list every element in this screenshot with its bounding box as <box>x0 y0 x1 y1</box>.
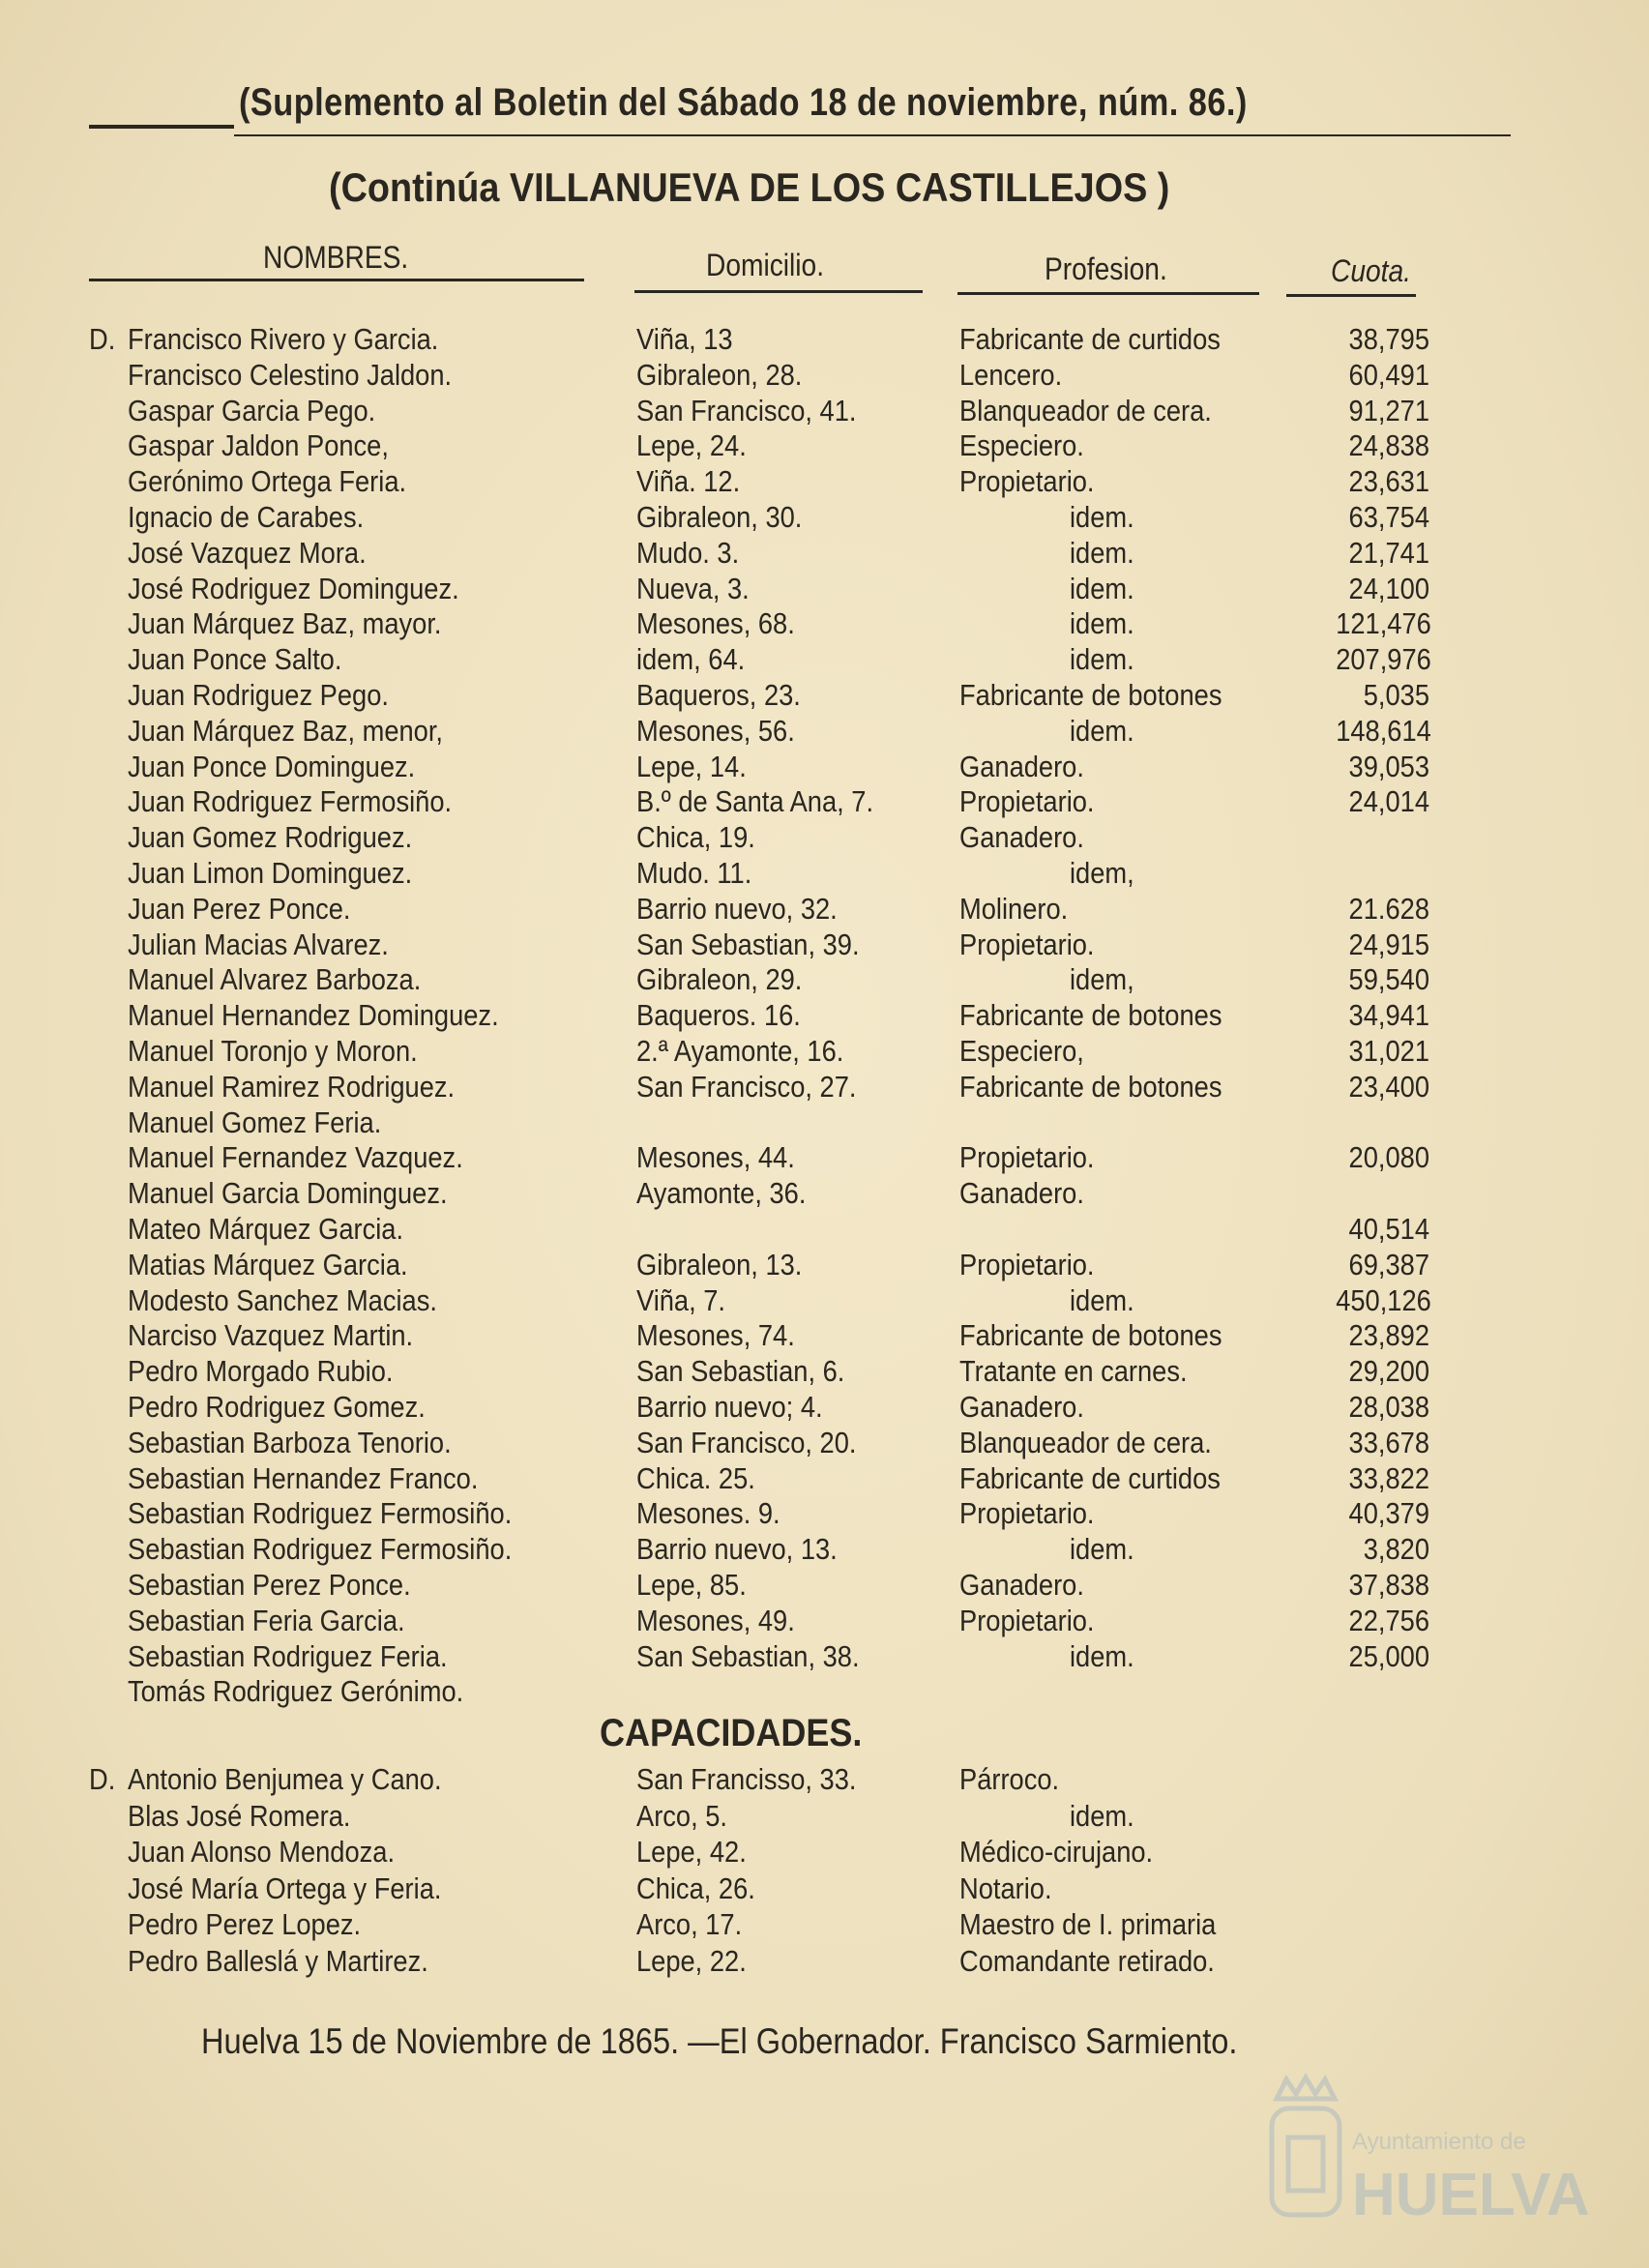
row-name: Manuel Ramirez Rodriguez. <box>128 1069 456 1104</box>
row-name: Juan Perez Ponce. <box>128 891 351 926</box>
row-name: Manuel Alvarez Barboza. <box>128 962 422 997</box>
table-row <box>0 856 1649 892</box>
header-rule-names <box>89 279 584 281</box>
row-profession: Blanqueador de cera. <box>959 1425 1212 1459</box>
row-domicile: San Francisco, 20. <box>636 1425 857 1459</box>
row-name: Gaspar Jaldon Ponce, <box>128 428 389 463</box>
row-name: Juan Alonso Mendoza. <box>128 1835 396 1870</box>
row-fee: 91,271 <box>1348 393 1429 427</box>
row-domicile: Nueva, 3. <box>636 571 750 605</box>
row-fee: 28,038 <box>1348 1390 1429 1424</box>
table-row <box>0 606 1649 642</box>
row-domicile: Baqueros, 23. <box>636 678 801 712</box>
row-name: Sebastian Rodriguez Feria. <box>128 1638 448 1673</box>
row-name: Juan Limon Dominguez. <box>128 856 413 890</box>
row-domicile: Viña, 7. <box>636 1282 726 1317</box>
row-domicile: Mesones, 56. <box>636 713 795 748</box>
row-domicile: Mesones, 49. <box>636 1603 795 1637</box>
table-row <box>0 394 1649 429</box>
row-profession: Propietario. <box>959 464 1095 499</box>
row-name: Juan Márquez Baz, mayor. <box>128 606 442 641</box>
row-profession: Fabricante de botones <box>959 998 1222 1033</box>
row-name: Juan Ponce Dominguez. <box>128 749 416 783</box>
capacities-title: CAPACIDADES. <box>600 1712 863 1755</box>
row-name: Antonio Benjumea y Cano. <box>128 1762 442 1797</box>
table-row <box>0 928 1649 963</box>
row-domicile: San Francisso, 33. <box>636 1762 857 1797</box>
row-profession: Ganadero. <box>959 1176 1084 1211</box>
table-row <box>0 1283 1649 1319</box>
row-profession: Propietario. <box>959 1140 1095 1175</box>
row-domicile: Lepe, 42. <box>636 1835 747 1870</box>
row-name: Sebastian Hernandez Franco. <box>128 1460 479 1495</box>
row-name: Juan Gomez Rodriguez. <box>128 820 413 855</box>
row-name: Pedro Perez Lopez. <box>128 1907 362 1942</box>
row-name: Matias Márquez Garcia. <box>128 1247 408 1281</box>
row-fee: 23,892 <box>1348 1318 1429 1353</box>
row-fee: 33,822 <box>1348 1460 1429 1495</box>
table-row <box>0 714 1649 750</box>
row-domicile: Chica. 25. <box>636 1460 755 1495</box>
watermark-line1: Ayuntamiento de <box>1352 2129 1526 2155</box>
table-row <box>0 1070 1649 1105</box>
row-fee: 5,035 <box>1363 678 1429 712</box>
row-fee: 450,126 <box>1336 1282 1431 1317</box>
table-row <box>0 464 1649 500</box>
row-domicile: Chica, 26. <box>636 1870 755 1905</box>
row-name: Tomás Rodriguez Gerónimo. <box>128 1674 464 1709</box>
row-domicile: Barrio nuevo, 13. <box>636 1532 838 1567</box>
row-profession: Notario. <box>959 1870 1052 1905</box>
row-profession: Maestro de I. primaria <box>959 1907 1217 1942</box>
row-profession: Fabricante de botones <box>959 678 1222 712</box>
row-profession: Tratante en carnes. <box>959 1354 1188 1389</box>
row-name: Gerónimo Ortega Feria. <box>128 464 407 499</box>
row-profession: idem. <box>1070 535 1134 570</box>
row-profession: idem. <box>1070 606 1134 641</box>
row-domicile: Gibraleon, 13. <box>636 1247 803 1281</box>
table-row <box>0 1140 1649 1176</box>
row-name: Sebastian Rodriguez Fermosiño. <box>128 1496 513 1531</box>
header-rule-fee <box>1286 294 1416 297</box>
row-profession: idem. <box>1070 713 1134 748</box>
row-fee: 25,000 <box>1348 1638 1429 1673</box>
table-row <box>0 1176 1649 1212</box>
row-domicile: Mesones, 68. <box>636 606 795 641</box>
row-fee: 22,756 <box>1348 1603 1429 1637</box>
table-row <box>0 1799 1649 1835</box>
table-row <box>0 1034 1649 1070</box>
row-fee: 40,379 <box>1348 1496 1429 1531</box>
row-fee: 60,491 <box>1348 357 1429 392</box>
row-fee: 63,754 <box>1348 500 1429 534</box>
row-domicile: Mesones, 74. <box>636 1318 795 1353</box>
row-domicile: Ayamonte, 36. <box>636 1176 807 1211</box>
row-domicile: Arco, 5. <box>636 1798 728 1833</box>
footer-signature: Huelva 15 de Noviembre de 1865. —El Gobernador. Francisco Sarmiento. <box>201 2021 1238 2061</box>
row-domicile: Viña, 13 <box>636 322 733 356</box>
row-profession: Comandante retirado. <box>959 1943 1215 1978</box>
row-fee: 21,741 <box>1348 535 1429 570</box>
row-name: Mateo Márquez Garcia. <box>128 1212 404 1246</box>
row-fee: 31,021 <box>1348 1034 1429 1068</box>
table-row <box>0 1426 1649 1461</box>
row-profession: Fabricante de curtidos <box>959 1460 1221 1495</box>
row-name: Francisco Rivero y Garcia. <box>128 322 439 356</box>
row-profession: Lencero. <box>959 357 1063 392</box>
row-prefix: D. <box>89 1762 116 1797</box>
row-name: Julian Macias Alvarez. <box>128 927 389 961</box>
supplement-header <box>89 81 1424 149</box>
row-fee: 39,053 <box>1348 749 1429 783</box>
row-profession: idem. <box>1070 571 1134 605</box>
row-profession: Fabricante de botones <box>959 1318 1222 1353</box>
row-name: Juan Rodriguez Fermosiño. <box>128 784 453 819</box>
row-domicile: Mesones. 9. <box>636 1496 780 1531</box>
row-domicile: Lepe, 14. <box>636 749 747 783</box>
table-row <box>0 322 1649 358</box>
row-profession: Propietario. <box>959 1247 1095 1281</box>
row-domicile: Lepe, 85. <box>636 1568 747 1602</box>
row-profession: Especiero. <box>959 428 1084 463</box>
row-domicile: Barrio nuevo, 32. <box>636 891 838 926</box>
row-domicile: Lepe, 22. <box>636 1943 747 1978</box>
row-domicile: Viña. 12. <box>636 464 741 499</box>
row-domicile: Barrio nuevo; 4. <box>636 1390 823 1424</box>
table-row <box>0 1248 1649 1283</box>
row-fee: 20,080 <box>1348 1140 1429 1175</box>
table-row <box>0 784 1649 820</box>
row-name: Manuel Toronjo y Moron. <box>128 1034 418 1068</box>
row-fee: 34,941 <box>1348 998 1429 1033</box>
table-row <box>0 1762 1649 1798</box>
row-fee: 24,838 <box>1348 428 1429 463</box>
row-fee: 33,678 <box>1348 1425 1429 1459</box>
row-domicile: 2.ª Ayamonte, 16. <box>636 1034 844 1068</box>
row-profession: idem, <box>1070 856 1134 890</box>
row-fee: 121,476 <box>1336 606 1431 641</box>
row-domicile: Chica, 19. <box>636 820 755 855</box>
table-row <box>0 1212 1649 1248</box>
table-row <box>0 892 1649 928</box>
row-fee: 59,540 <box>1348 962 1429 997</box>
table-row <box>0 572 1649 607</box>
header-names: NOMBRES. <box>263 240 409 275</box>
row-fee: 23,631 <box>1348 464 1429 499</box>
row-name: Manuel Hernandez Dominguez. <box>128 998 499 1033</box>
row-profession: Propietario. <box>959 1496 1095 1531</box>
row-name: Sebastian Feria Garcia. <box>128 1603 405 1637</box>
table-row <box>0 1944 1649 1980</box>
row-domicile: San Sebastian, 38. <box>636 1638 860 1673</box>
row-domicile: Lepe, 24. <box>636 428 747 463</box>
header-rule-left <box>89 125 234 129</box>
table-row <box>0 1907 1649 1943</box>
row-profession: Fabricante de botones <box>959 1069 1222 1104</box>
row-domicile: Gibraleon, 29. <box>636 962 803 997</box>
row-name: Manuel Fernandez Vazquez. <box>128 1140 463 1175</box>
table-row <box>0 536 1649 572</box>
row-fee: 24,014 <box>1348 784 1429 819</box>
table-row <box>0 1604 1649 1639</box>
supplement-title: (Suplemento al Boletin del Sábado 18 de noviembre, núm. 86.) <box>239 81 1248 124</box>
table-row <box>0 500 1649 536</box>
table-row <box>0 962 1649 998</box>
table-row <box>0 1568 1649 1604</box>
row-fee: 29,200 <box>1348 1354 1429 1389</box>
row-name: Sebastian Barboza Tenorio. <box>128 1425 452 1459</box>
row-fee: 69,387 <box>1348 1247 1429 1281</box>
row-domicile: Mudo. 11. <box>636 856 752 890</box>
row-profession: Propietario. <box>959 1603 1095 1637</box>
table-row <box>0 428 1649 464</box>
row-domicile: San Sebastian, 6. <box>636 1354 845 1389</box>
row-profession: idem. <box>1070 1638 1134 1673</box>
row-domicile: idem, 64. <box>636 642 746 677</box>
crown-icon <box>1277 2077 1335 2099</box>
row-name: Modesto Sanchez Macias. <box>128 1282 437 1317</box>
row-name: José Vazquez Mora. <box>128 535 367 570</box>
row-name: Sebastian Rodriguez Fermosiño. <box>128 1532 513 1567</box>
row-profession: Molinero. <box>959 891 1069 926</box>
row-profession: idem. <box>1070 500 1134 534</box>
table-row <box>0 1674 1649 1710</box>
row-profession: Ganadero. <box>959 820 1084 855</box>
row-domicile: Mudo. 3. <box>636 535 740 570</box>
table-row <box>0 998 1649 1034</box>
table-row <box>0 820 1649 856</box>
row-name: Juan Ponce Salto. <box>128 642 342 677</box>
row-profession: idem. <box>1070 1282 1134 1317</box>
row-fee: 148,614 <box>1336 713 1431 748</box>
row-profession: Ganadero. <box>959 749 1084 783</box>
row-fee: 38,795 <box>1348 322 1429 356</box>
header-profession: Profesion. <box>1045 251 1167 286</box>
row-profession: Propietario. <box>959 784 1095 819</box>
row-name: Ignacio de Carabes. <box>128 500 365 534</box>
row-domicile: Baqueros. 16. <box>636 998 801 1033</box>
table-row <box>0 1318 1649 1354</box>
continuation-title: (Continúa VILLANUEVA DE LOS CASTILLEJOS ) <box>329 164 1170 210</box>
row-name: Manuel Garcia Dominguez. <box>128 1176 448 1211</box>
row-profession: Blanqueador de cera. <box>959 393 1212 427</box>
row-domicile: B.º de Santa Ana, 7. <box>636 784 874 819</box>
row-name: José Rodriguez Dominguez. <box>128 571 459 605</box>
row-domicile: San Sebastian, 39. <box>636 927 860 961</box>
row-name: Juan Márquez Baz, menor, <box>128 713 444 748</box>
row-name: José María Ortega y Feria. <box>128 1870 442 1905</box>
row-domicile: San Francisco, 27. <box>636 1069 857 1104</box>
row-name: Pedro Balleslá y Martirez. <box>128 1943 428 1978</box>
table-row <box>0 1354 1649 1390</box>
row-fee: 207,976 <box>1336 642 1431 677</box>
row-fee: 40,514 <box>1348 1212 1429 1246</box>
table-row <box>0 1496 1649 1532</box>
header-rule-domicile <box>634 290 923 293</box>
row-profession: idem. <box>1070 1798 1134 1833</box>
row-name: Blas José Romera. <box>128 1798 351 1833</box>
table-row <box>0 750 1649 785</box>
row-name: Narciso Vazquez Martin. <box>128 1318 414 1353</box>
row-domicile: Gibraleon, 30. <box>636 500 803 534</box>
watermark-line2: HUELVA <box>1352 2162 1590 2228</box>
row-name: Gaspar Garcia Pego. <box>128 393 376 427</box>
table-row <box>0 1390 1649 1426</box>
huelva-seal-watermark <box>1248 2070 1596 2263</box>
row-name: Pedro Rodriguez Gomez. <box>128 1390 426 1424</box>
row-name: Manuel Gomez Feria. <box>128 1105 382 1139</box>
row-name: Francisco Celestino Jaldon. <box>128 357 453 392</box>
header-domicile: Domicilio. <box>706 248 825 282</box>
header-rule-profession <box>957 292 1259 295</box>
row-domicile: Gibraleon, 28. <box>636 357 803 392</box>
row-profession: Fabricante de curtidos <box>959 322 1221 356</box>
row-prefix: D. <box>89 322 116 356</box>
row-domicile: San Francisco, 41. <box>636 393 857 427</box>
row-profession: idem. <box>1070 1532 1134 1567</box>
row-profession: Ganadero. <box>959 1390 1084 1424</box>
table-row <box>0 1639 1649 1675</box>
header-fee: Cuota. <box>1331 253 1411 288</box>
table-row <box>0 678 1649 714</box>
table-row <box>0 1461 1649 1497</box>
shield-icon <box>1272 2108 1340 2215</box>
row-profession: Médico-cirujano. <box>959 1835 1154 1870</box>
row-name: Pedro Morgado Rubio. <box>128 1354 394 1389</box>
row-fee: 24,100 <box>1348 571 1429 605</box>
table-row <box>0 358 1649 394</box>
row-profession: Propietario. <box>959 927 1095 961</box>
table-row <box>0 1871 1649 1907</box>
row-fee: 24,915 <box>1348 927 1429 961</box>
header-rule-right <box>234 134 1511 136</box>
row-fee: 3,820 <box>1363 1532 1429 1567</box>
table-row <box>0 1532 1649 1568</box>
table-row <box>0 642 1649 678</box>
row-name: Sebastian Perez Ponce. <box>128 1568 411 1602</box>
table-row <box>0 1835 1649 1870</box>
table-row <box>0 1105 1649 1141</box>
row-domicile: Arco, 17. <box>636 1907 743 1942</box>
row-fee: 23,400 <box>1348 1069 1429 1104</box>
row-profession: idem, <box>1070 962 1134 997</box>
row-fee: 37,838 <box>1348 1568 1429 1602</box>
row-fee: 21.628 <box>1348 891 1429 926</box>
row-profession: Párroco. <box>959 1762 1060 1797</box>
row-profession: Especiero, <box>959 1034 1084 1068</box>
row-name: Juan Rodriguez Pego. <box>128 678 389 712</box>
row-profession: idem. <box>1070 642 1134 677</box>
row-profession: Ganadero. <box>959 1568 1084 1602</box>
row-domicile: Mesones, 44. <box>636 1140 795 1175</box>
